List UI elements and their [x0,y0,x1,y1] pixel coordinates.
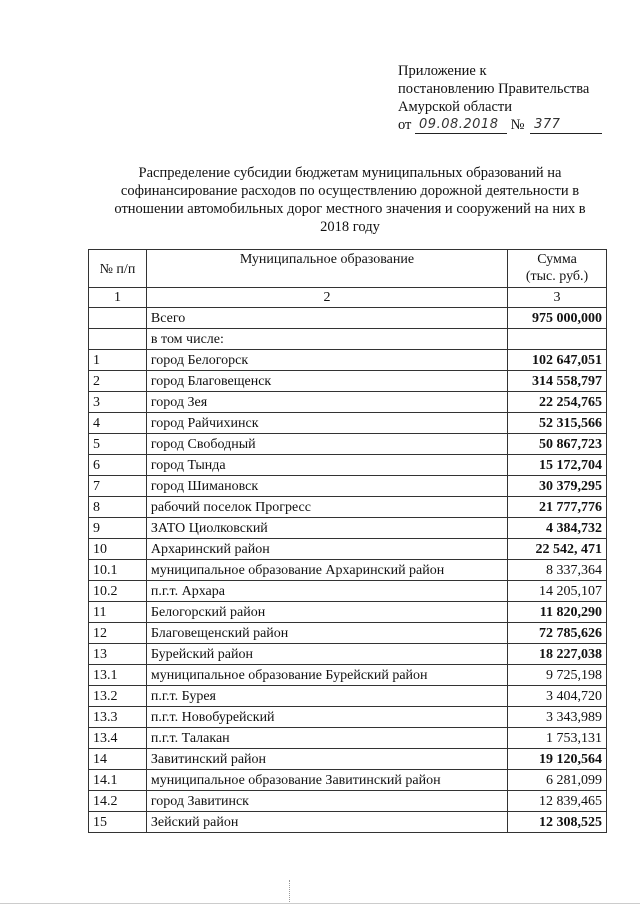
row-index: 4 [89,413,147,434]
row-index: 13.3 [89,707,147,728]
row-municipality: п.г.т. Талакан [146,728,507,749]
row-municipality: город Белогорск [146,350,507,371]
row-index: 14.1 [89,770,147,791]
row-municipality: город Зея [146,392,507,413]
subsidy-allocation-table [88,249,607,833]
header-sum [508,250,607,288]
title-line-1: Распределение субсидии бюджетам муниципальных образований на [138,165,562,181]
row-sum: 3 343,989 [508,707,607,728]
from-label: от [398,117,412,133]
table-row [89,602,607,623]
table-row [89,413,607,434]
header-sum-line-1: Сумма [537,252,577,267]
row-sum: 314 558,797 [508,371,607,392]
row-municipality: город Свободный [146,434,507,455]
row-index: 15 [89,812,147,833]
row-sum: 18 227,038 [508,644,607,665]
row-index: 11 [89,602,147,623]
row-municipality: муниципальное образование Бурейский район [146,665,507,686]
table-row [89,812,607,833]
appendix-line-1: Приложение к [398,63,487,79]
number-label: № [510,117,525,133]
row-sum: 9 725,198 [508,665,607,686]
table-row [89,686,607,707]
title-line-3: отношении автомобильных дорог местного значения и сооружений на них в [114,201,586,217]
table-row [89,350,607,371]
row-index: 6 [89,455,147,476]
table-row [89,623,607,644]
header-number: № п/п [89,250,147,288]
appendix-line-2: постановлению Правительства [398,81,590,97]
row-municipality: муниципальное образование Архаринский район [146,560,507,581]
number-field [530,117,602,134]
table-row [89,560,607,581]
row-sum: 21 777,776 [508,497,607,518]
header-sum-line-2: (тыс. руб.) [525,269,589,284]
table-header-row [89,250,607,288]
column-number-2: 2 [146,288,507,308]
table-row [89,518,607,539]
row-municipality: Белогорский район [146,602,507,623]
row-sum: 30 379,295 [508,476,607,497]
handwritten-date: 09.08.2018 [419,117,499,132]
row-municipality: муниципальное образование Завитинский район [146,770,507,791]
row-municipality: город Завитинск [146,791,507,812]
row-index: 14.2 [89,791,147,812]
page-edge-line [0,903,640,904]
row-index: 10.2 [89,581,147,602]
row-sum: 22 254,765 [508,392,607,413]
row-municipality: Бурейский район [146,644,507,665]
row-sum: 22 542, 471 [508,539,607,560]
table-row [89,791,607,812]
row-index: 5 [89,434,147,455]
row-sum: 12 308,525 [508,812,607,833]
row-index: 12 [89,623,147,644]
row-index: 13.4 [89,728,147,749]
row-sum: 72 785,626 [508,623,607,644]
row-sum [508,329,607,350]
row-municipality: п.г.т. Бурея [146,686,507,707]
row-municipality: Благовещенский район [146,623,507,644]
row-index: 8 [89,497,147,518]
row-sum: 3 404,720 [508,686,607,707]
row-index: 3 [89,392,147,413]
row-sum: 102 647,051 [508,350,607,371]
row-index: 1 [89,350,147,371]
row-municipality: в том числе: [146,329,507,350]
row-index: 14 [89,749,147,770]
row-index: 13 [89,644,147,665]
row-sum: 50 867,723 [508,434,607,455]
table-row [89,644,607,665]
table-row [89,665,607,686]
row-municipality: город Шимановск [146,476,507,497]
row-municipality: город Тында [146,455,507,476]
table-row [89,728,607,749]
row-index [89,308,147,329]
table-row [89,476,607,497]
table-row [89,770,607,791]
row-sum: 4 384,732 [508,518,607,539]
table-row [89,371,607,392]
row-municipality: Всего [146,308,507,329]
row-municipality: Зейский район [146,812,507,833]
row-index: 10.1 [89,560,147,581]
row-sum: 11 820,290 [508,602,607,623]
table-row [89,434,607,455]
row-index [89,329,147,350]
table-row [89,392,607,413]
appendix-line-3: Амурской области [398,99,512,115]
table-row [89,308,607,329]
table-row [89,707,607,728]
column-number-3: 3 [508,288,607,308]
title-line-2: софинансирование расходов по осуществлению дорожной деятельности в [120,183,580,199]
table-row [89,329,607,350]
scan-artifact [289,880,292,902]
row-municipality: п.г.т. Новобурейский [146,707,507,728]
row-sum: 1 753,131 [508,728,607,749]
row-municipality: Архаринский район [146,539,507,560]
table-row [89,455,607,476]
row-municipality: п.г.т. Архара [146,581,507,602]
row-sum: 52 315,566 [508,413,607,434]
row-municipality: ЗАТО Циолковский [146,518,507,539]
column-numbers-row [89,288,607,308]
table-row [89,581,607,602]
row-municipality: город Благовещенск [146,371,507,392]
title-line-4: 2018 году [320,219,380,235]
table-row [89,539,607,560]
row-sum: 15 172,704 [508,455,607,476]
row-municipality: город Райчихинск [146,413,507,434]
row-sum: 6 281,099 [508,770,607,791]
date-field [415,117,507,134]
row-index: 7 [89,476,147,497]
table-row [89,749,607,770]
row-index: 13.1 [89,665,147,686]
row-sum: 19 120,564 [508,749,607,770]
appendix-header [398,62,602,134]
table-body [89,308,607,833]
row-municipality: рабочий поселок Прогресс [146,497,507,518]
handwritten-number: 377 [534,117,561,132]
row-index: 2 [89,371,147,392]
row-index: 9 [89,518,147,539]
row-index: 10 [89,539,147,560]
row-sum: 8 337,364 [508,560,607,581]
table-row [89,497,607,518]
row-municipality: Завитинский район [146,749,507,770]
header-municipality: Муниципальное образование [146,250,507,288]
column-number-1: 1 [89,288,147,308]
row-index: 13.2 [89,686,147,707]
row-sum: 12 839,465 [508,791,607,812]
row-sum: 975 000,000 [508,308,607,329]
document-title [90,164,610,236]
row-sum: 14 205,107 [508,581,607,602]
appendix-date-number-line [398,116,602,134]
